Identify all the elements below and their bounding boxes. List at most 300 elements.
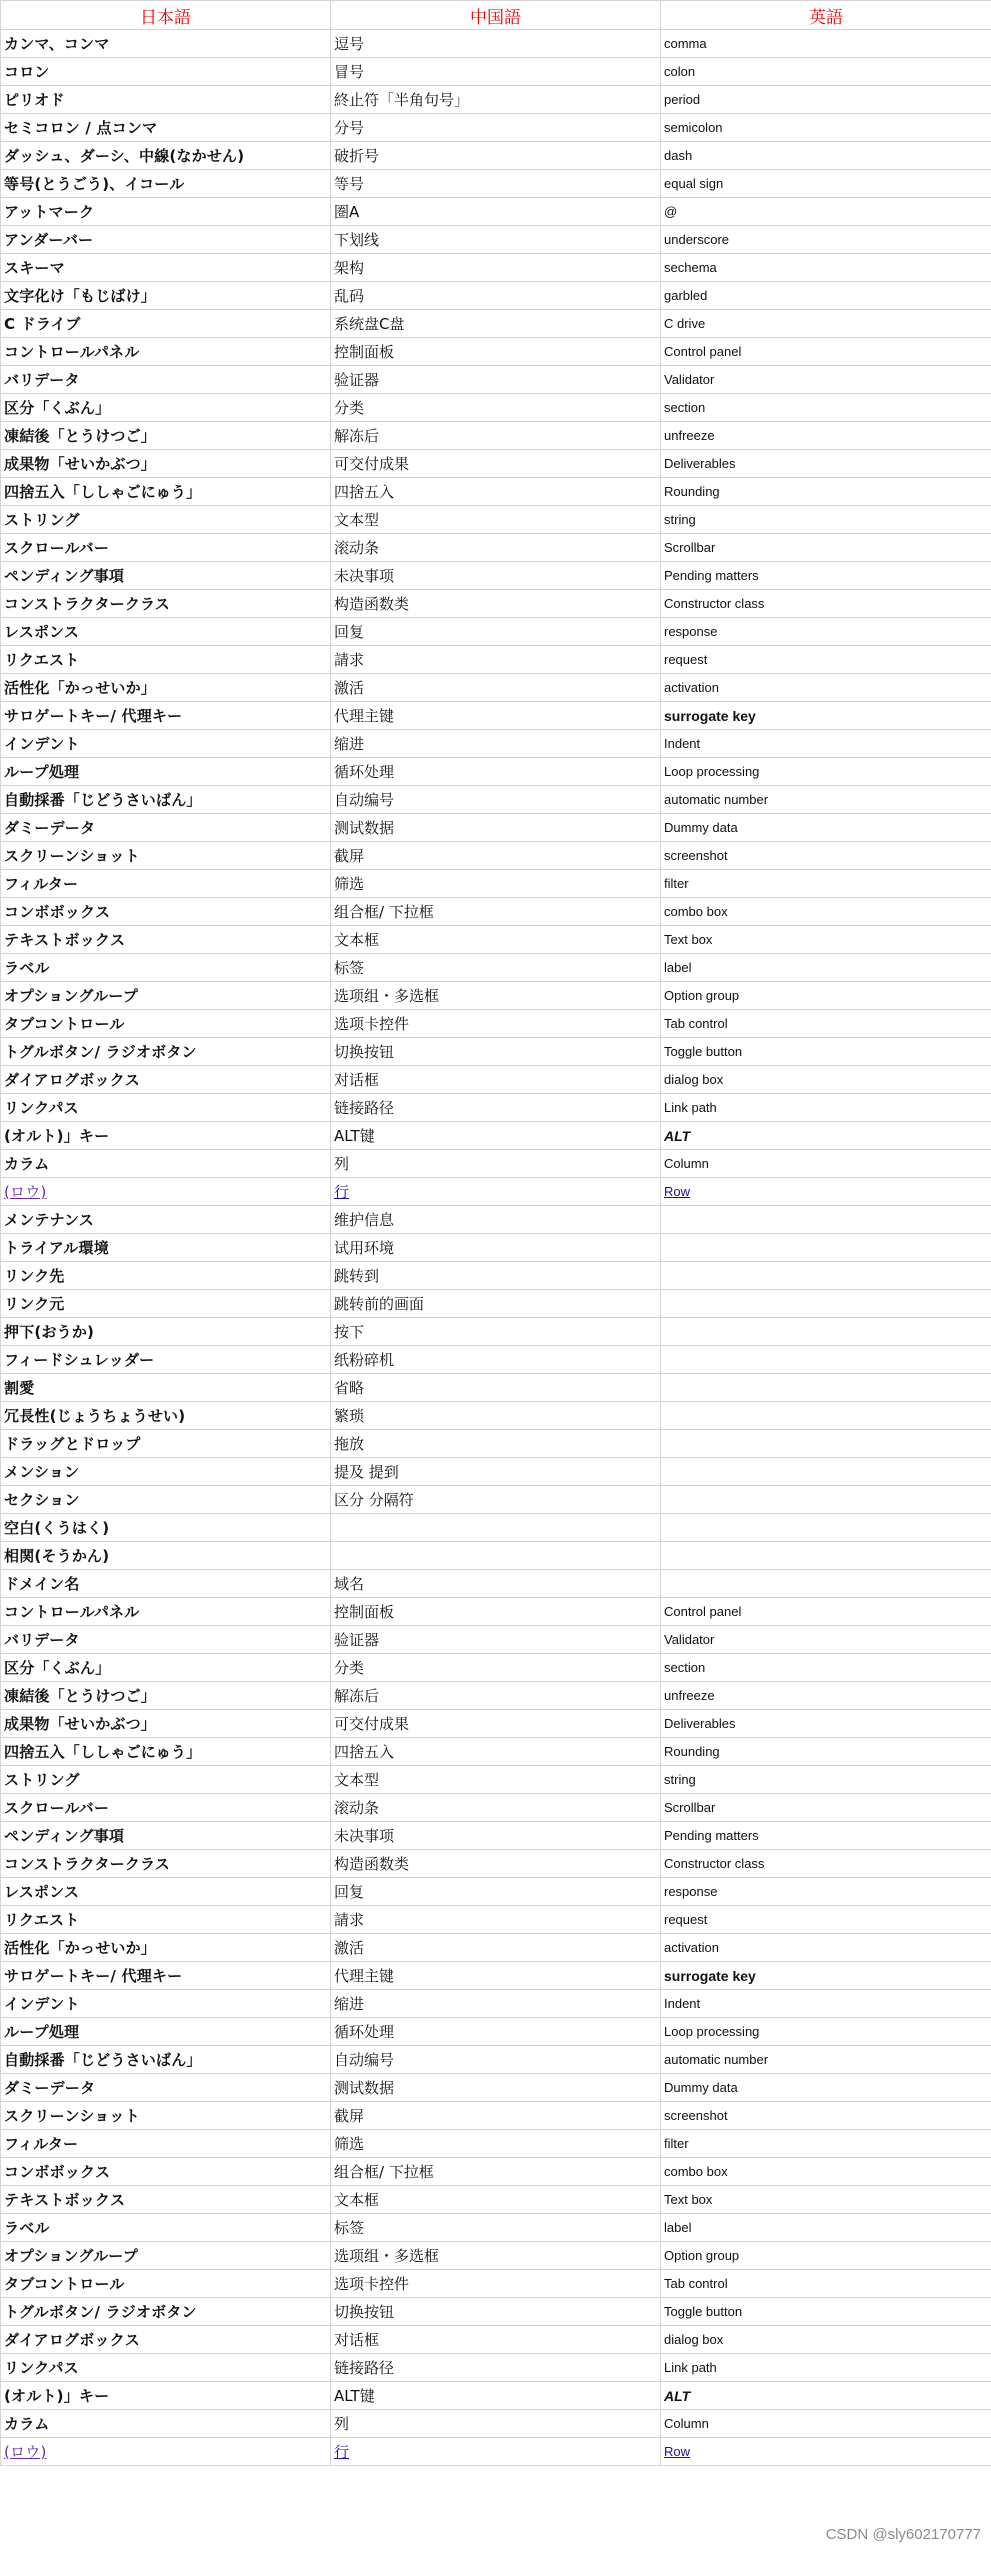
table-row [1, 646, 991, 674]
table-row [1, 478, 991, 506]
table-row [1, 786, 991, 814]
table-row [1, 338, 991, 366]
japanese-cell: 割愛 [1, 1374, 331, 1402]
chinese-cell: 列 [331, 1150, 661, 1178]
english-cell: Indent [661, 730, 991, 758]
english-cell: Column [661, 2410, 991, 2438]
japanese-cell: リンク元 [1, 1290, 331, 1318]
table-row [1, 898, 991, 926]
chinese-cell: 按下 [331, 1318, 661, 1346]
english-cell: Link path [661, 2354, 991, 2382]
japanese-cell: オプショングループ [1, 982, 331, 1010]
table-row [1, 730, 991, 758]
japanese-cell: インデント [1, 730, 331, 758]
chinese-cell [331, 1514, 661, 1542]
japanese-cell: ペンディング事項 [1, 1822, 331, 1850]
table-row [1, 1850, 991, 1878]
chinese-cell: 破折号 [331, 142, 661, 170]
english-cell: ALT [661, 1122, 991, 1150]
english-cell [661, 1486, 991, 1514]
glossary-body [1, 30, 991, 2466]
japanese-cell: テキストボックス [1, 926, 331, 954]
english-cell: Deliverables [661, 1710, 991, 1738]
table-row [1, 2186, 991, 2214]
japanese-cell: ピリオド [1, 86, 331, 114]
table-row [1, 1038, 991, 1066]
japanese-cell: 押下(おうか) [1, 1318, 331, 1346]
table-row [1, 1934, 991, 1962]
english-cell: Rounding [661, 478, 991, 506]
english-cell: activation [661, 1934, 991, 1962]
table-row [1, 1822, 991, 1850]
chinese-cell: 文本型 [331, 506, 661, 534]
chinese-cell: 选项组・多选框 [331, 2242, 661, 2270]
table-row [1, 2046, 991, 2074]
table-row [1, 2438, 991, 2466]
chinese-cell: 标签 [331, 2214, 661, 2242]
japanese-cell: リンク先 [1, 1262, 331, 1290]
table-row [1, 142, 991, 170]
chinese-cell: 自动编号 [331, 2046, 661, 2074]
english-cell: request [661, 646, 991, 674]
japanese-cell: トグルボタン/ ラジオボタン [1, 2298, 331, 2326]
japanese-cell: テキストボックス [1, 2186, 331, 2214]
chinese-cell: 试用环境 [331, 1234, 661, 1262]
japanese-cell: サロゲートキー/ 代理キー [1, 1962, 331, 1990]
table-row [1, 2018, 991, 2046]
table-row [1, 30, 991, 58]
table-row [1, 1626, 991, 1654]
japanese-cell: 四捨五入「ししゃごにゅう」 [1, 1738, 331, 1766]
english-cell: colon [661, 58, 991, 86]
japanese-cell: ドメイン名 [1, 1570, 331, 1598]
chinese-cell: 分号 [331, 114, 661, 142]
english-cell: section [661, 394, 991, 422]
chinese-cell: 系统盘C盘 [331, 310, 661, 338]
japanese-cell: カラム [1, 1150, 331, 1178]
japanese-cell: リクエスト [1, 646, 331, 674]
english-cell [661, 1374, 991, 1402]
english-cell: request [661, 1906, 991, 1934]
table-row [1, 1066, 991, 1094]
chinese-cell: 标签 [331, 954, 661, 982]
table-row [1, 254, 991, 282]
japanese-cell: (オルト)」キー [1, 2382, 331, 2410]
table-row [1, 702, 991, 730]
chinese-cell: 跳转前的画面 [331, 1290, 661, 1318]
japanese-cell: インデント [1, 1990, 331, 2018]
table-row [1, 1458, 991, 1486]
table-row [1, 198, 991, 226]
chinese-cell: 滚动条 [331, 1794, 661, 1822]
english-cell: activation [661, 674, 991, 702]
table-row [1, 2354, 991, 2382]
english-cell: unfreeze [661, 422, 991, 450]
japanese-cell: ループ処理 [1, 758, 331, 786]
japanese-cell: 凍結後「とうけつご」 [1, 1682, 331, 1710]
chinese-cell: 文本框 [331, 926, 661, 954]
table-row [1, 366, 991, 394]
table-row [1, 954, 991, 982]
table-row [1, 534, 991, 562]
japanese-cell: スクリーンショット [1, 842, 331, 870]
chinese-cell: 维护信息 [331, 1206, 661, 1234]
japanese-cell[interactable]: (ロウ) [1, 1178, 331, 1206]
english-cell: @ [661, 198, 991, 226]
table-row [1, 1206, 991, 1234]
japanese-cell: フィルター [1, 870, 331, 898]
japanese-cell: ラベル [1, 2214, 331, 2242]
english-cell: filter [661, 870, 991, 898]
english-cell: Rounding [661, 1738, 991, 1766]
chinese-cell: 筛选 [331, 2130, 661, 2158]
english-cell: section [661, 1654, 991, 1682]
english-cell: automatic number [661, 2046, 991, 2074]
english-cell [661, 1402, 991, 1430]
chinese-cell: 分类 [331, 394, 661, 422]
japanese-cell: ループ処理 [1, 2018, 331, 2046]
chinese-cell: 跳转到 [331, 1262, 661, 1290]
japanese-cell: 区分「くぶん」 [1, 394, 331, 422]
chinese-cell: 請求 [331, 1906, 661, 1934]
table-row [1, 758, 991, 786]
table-row [1, 1794, 991, 1822]
english-cell: semicolon [661, 114, 991, 142]
japanese-cell: 成果物「せいかぶつ」 [1, 450, 331, 478]
japanese-cell: コンストラクタークラス [1, 1850, 331, 1878]
japanese-cell: アンダーバー [1, 226, 331, 254]
chinese-cell: 组合框/ 下拉框 [331, 2158, 661, 2186]
chinese-cell: 繁琐 [331, 1402, 661, 1430]
japanese-cell: (オルト)」キー [1, 1122, 331, 1150]
english-cell: string [661, 1766, 991, 1794]
chinese-cell: 激活 [331, 674, 661, 702]
chinese-cell: 下划线 [331, 226, 661, 254]
english-cell[interactable]: Row [661, 1178, 991, 1206]
chinese-cell: 分类 [331, 1654, 661, 1682]
english-cell: Validator [661, 1626, 991, 1654]
chinese-cell: 乱码 [331, 282, 661, 310]
japanese-cell: バリデータ [1, 366, 331, 394]
chinese-cell: 对话框 [331, 2326, 661, 2354]
chinese-cell: 激活 [331, 1934, 661, 1962]
chinese-cell: 构造函数类 [331, 590, 661, 618]
chinese-cell: 回复 [331, 618, 661, 646]
japanese-cell: スクリーンショット [1, 2102, 331, 2130]
japanese-cell: スクロールバー [1, 534, 331, 562]
table-row [1, 2102, 991, 2130]
japanese-cell: C ドライブ [1, 310, 331, 338]
japanese-cell: 自動採番「じどうさいばん」 [1, 2046, 331, 2074]
english-cell: Scrollbar [661, 534, 991, 562]
chinese-cell: 区分 分隔符 [331, 1486, 661, 1514]
chinese-cell: 拖放 [331, 1430, 661, 1458]
japanese-cell: トライアル環境 [1, 1234, 331, 1262]
chinese-cell[interactable]: 行 [331, 2438, 661, 2466]
chinese-cell: 选项卡控件 [331, 1010, 661, 1038]
table-row [1, 506, 991, 534]
table-row [1, 1178, 991, 1206]
japanese-cell: カラム [1, 2410, 331, 2438]
english-cell [661, 1346, 991, 1374]
table-row [1, 2270, 991, 2298]
japanese-cell: スキーマ [1, 254, 331, 282]
japanese-cell: 自動採番「じどうさいばん」 [1, 786, 331, 814]
japanese-cell: コンストラクタークラス [1, 590, 331, 618]
japanese-cell: メンテナンス [1, 1206, 331, 1234]
japanese-cell: 活性化「かっせいか」 [1, 674, 331, 702]
chinese-cell: 验证器 [331, 1626, 661, 1654]
table-row [1, 86, 991, 114]
japanese-cell: 文字化け「もじばけ」 [1, 282, 331, 310]
table-row [1, 1402, 991, 1430]
english-cell: response [661, 1878, 991, 1906]
header-chinese: 中国語 [331, 1, 661, 30]
japanese-cell: メンション [1, 1458, 331, 1486]
table-row [1, 1962, 991, 1990]
english-cell: ALT [661, 2382, 991, 2410]
header-row [1, 1, 991, 30]
table-row [1, 2130, 991, 2158]
table-row [1, 982, 991, 1010]
english-cell: Scrollbar [661, 1794, 991, 1822]
english-cell: Option group [661, 982, 991, 1010]
chinese-cell: 滚动条 [331, 534, 661, 562]
japanese-cell: ダッシュ、ダーシ、中線(なかせん) [1, 142, 331, 170]
english-cell: dialog box [661, 2326, 991, 2354]
chinese-cell: 終止符「半角句号」 [331, 86, 661, 114]
english-cell: Loop processing [661, 758, 991, 786]
chinese-cell: 提及 提到 [331, 1458, 661, 1486]
chinese-cell[interactable]: 行 [331, 1178, 661, 1206]
english-cell: filter [661, 2130, 991, 2158]
english-cell: Toggle button [661, 1038, 991, 1066]
table-row [1, 814, 991, 842]
table-row [1, 310, 991, 338]
chinese-cell: 链接路径 [331, 2354, 661, 2382]
chinese-cell: 四捨五入 [331, 478, 661, 506]
chinese-cell: 链接路径 [331, 1094, 661, 1122]
japanese-cell: 区分「くぶん」 [1, 1654, 331, 1682]
english-cell: surrogate key [661, 1962, 991, 1990]
table-row [1, 1990, 991, 2018]
japanese-cell: オプショングループ [1, 2242, 331, 2270]
japanese-cell: サロゲートキー/ 代理キー [1, 702, 331, 730]
chinese-cell: 测试数据 [331, 814, 661, 842]
english-cell: Tab control [661, 2270, 991, 2298]
chinese-cell: 验证器 [331, 366, 661, 394]
chinese-cell: 循环处理 [331, 2018, 661, 2046]
chinese-cell: 循环处理 [331, 758, 661, 786]
japanese-cell: カンマ、コンマ [1, 30, 331, 58]
english-cell [661, 1234, 991, 1262]
japanese-cell[interactable]: (ロウ) [1, 2438, 331, 2466]
table-row [1, 1150, 991, 1178]
table-row [1, 1682, 991, 1710]
chinese-cell: 等号 [331, 170, 661, 198]
english-cell: sechema [661, 254, 991, 282]
english-cell: combo box [661, 898, 991, 926]
chinese-cell: 四捨五入 [331, 1738, 661, 1766]
english-cell: Dummy data [661, 814, 991, 842]
english-cell[interactable]: Row [661, 2438, 991, 2466]
table-row [1, 1486, 991, 1514]
table-row [1, 2410, 991, 2438]
japanese-cell: 四捨五入「ししゃごにゅう」 [1, 478, 331, 506]
english-cell: Dummy data [661, 2074, 991, 2102]
english-cell: period [661, 86, 991, 114]
english-cell [661, 1206, 991, 1234]
japanese-cell: ダイアログボックス [1, 1066, 331, 1094]
table-row [1, 1710, 991, 1738]
table-row [1, 1766, 991, 1794]
chinese-cell [331, 1542, 661, 1570]
english-cell: Constructor class [661, 590, 991, 618]
chinese-cell: 回复 [331, 1878, 661, 1906]
table-row [1, 1010, 991, 1038]
chinese-cell: 文本型 [331, 1766, 661, 1794]
chinese-cell: 列 [331, 2410, 661, 2438]
japanese-cell: 空白(くうはく) [1, 1514, 331, 1542]
japanese-cell: アットマーク [1, 198, 331, 226]
table-row [1, 170, 991, 198]
table-row [1, 450, 991, 478]
english-cell: underscore [661, 226, 991, 254]
chinese-cell: 自动编号 [331, 786, 661, 814]
table-row [1, 1234, 991, 1262]
header-japanese: 日本語 [1, 1, 331, 30]
japanese-cell: ラベル [1, 954, 331, 982]
english-cell: Control panel [661, 1598, 991, 1626]
english-cell: label [661, 2214, 991, 2242]
english-cell [661, 1262, 991, 1290]
table-row [1, 2158, 991, 2186]
japanese-cell: レスポンス [1, 618, 331, 646]
table-row [1, 226, 991, 254]
japanese-cell: 凍結後「とうけつご」 [1, 422, 331, 450]
english-cell: Loop processing [661, 2018, 991, 2046]
english-cell: Link path [661, 1094, 991, 1122]
japanese-cell: 相関(そうかん) [1, 1542, 331, 1570]
japanese-cell: レスポンス [1, 1878, 331, 1906]
chinese-cell: 筛选 [331, 870, 661, 898]
chinese-cell: 未决事项 [331, 562, 661, 590]
table-row [1, 1878, 991, 1906]
english-cell: combo box [661, 2158, 991, 2186]
chinese-cell: 逗号 [331, 30, 661, 58]
english-cell: screenshot [661, 842, 991, 870]
english-cell [661, 1570, 991, 1598]
table-row [1, 1570, 991, 1598]
english-cell: Text box [661, 2186, 991, 2214]
table-row [1, 562, 991, 590]
japanese-cell: コロン [1, 58, 331, 86]
english-cell: Pending matters [661, 562, 991, 590]
japanese-cell: リクエスト [1, 1906, 331, 1934]
chinese-cell: 解冻后 [331, 1682, 661, 1710]
japanese-cell: リンクパス [1, 1094, 331, 1122]
chinese-cell: 缩进 [331, 730, 661, 758]
japanese-cell: ドラッグとドロップ [1, 1430, 331, 1458]
chinese-cell: 控制面板 [331, 338, 661, 366]
chinese-cell: 解冻后 [331, 422, 661, 450]
english-cell: equal sign [661, 170, 991, 198]
table-row [1, 1318, 991, 1346]
japanese-cell: 冗長性(じょうちょうせい) [1, 1402, 331, 1430]
english-cell: Text box [661, 926, 991, 954]
chinese-cell: 省略 [331, 1374, 661, 1402]
chinese-cell: ALT键 [331, 1122, 661, 1150]
english-cell [661, 1318, 991, 1346]
english-cell [661, 1458, 991, 1486]
table-row [1, 1122, 991, 1150]
chinese-cell: 选项组・多选框 [331, 982, 661, 1010]
chinese-cell: 选项卡控件 [331, 2270, 661, 2298]
japanese-cell: セミコロン / 点コンマ [1, 114, 331, 142]
table-row [1, 1094, 991, 1122]
table-row [1, 590, 991, 618]
english-cell: screenshot [661, 2102, 991, 2130]
english-cell: Constructor class [661, 1850, 991, 1878]
english-cell: automatic number [661, 786, 991, 814]
japanese-cell: コントロールパネル [1, 338, 331, 366]
english-cell: Toggle button [661, 2298, 991, 2326]
table-row [1, 2074, 991, 2102]
chinese-cell: 控制面板 [331, 1598, 661, 1626]
japanese-cell: トグルボタン/ ラジオボタン [1, 1038, 331, 1066]
table-row [1, 1906, 991, 1934]
english-cell: C drive [661, 310, 991, 338]
english-cell [661, 1542, 991, 1570]
english-cell: Column [661, 1150, 991, 1178]
table-row [1, 1738, 991, 1766]
chinese-cell: 冒号 [331, 58, 661, 86]
chinese-cell: 架构 [331, 254, 661, 282]
table-row [1, 1262, 991, 1290]
japanese-cell: ダミーデータ [1, 814, 331, 842]
english-cell: string [661, 506, 991, 534]
table-row [1, 114, 991, 142]
chinese-cell: 可交付成果 [331, 1710, 661, 1738]
japanese-cell: ダミーデータ [1, 2074, 331, 2102]
japanese-cell: コンボボックス [1, 898, 331, 926]
japanese-cell: タブコントロール [1, 1010, 331, 1038]
table-row [1, 674, 991, 702]
english-cell: garbled [661, 282, 991, 310]
chinese-cell: 缩进 [331, 1990, 661, 2018]
english-cell: Deliverables [661, 450, 991, 478]
chinese-cell: ALT键 [331, 2382, 661, 2410]
chinese-cell: 纸粉碎机 [331, 1346, 661, 1374]
japanese-cell: バリデータ [1, 1626, 331, 1654]
table-row [1, 282, 991, 310]
table-row [1, 1542, 991, 1570]
english-cell: dash [661, 142, 991, 170]
chinese-cell: 对话框 [331, 1066, 661, 1094]
english-cell: surrogate key [661, 702, 991, 730]
table-row [1, 2242, 991, 2270]
japanese-cell: コントロールパネル [1, 1598, 331, 1626]
table-row [1, 1346, 991, 1374]
english-cell: response [661, 618, 991, 646]
english-cell: Indent [661, 1990, 991, 2018]
english-cell: Pending matters [661, 1822, 991, 1850]
japanese-cell: フィルター [1, 2130, 331, 2158]
japanese-cell: ストリング [1, 1766, 331, 1794]
english-cell: dialog box [661, 1066, 991, 1094]
japanese-cell: 成果物「せいかぶつ」 [1, 1710, 331, 1738]
table-row [1, 618, 991, 646]
